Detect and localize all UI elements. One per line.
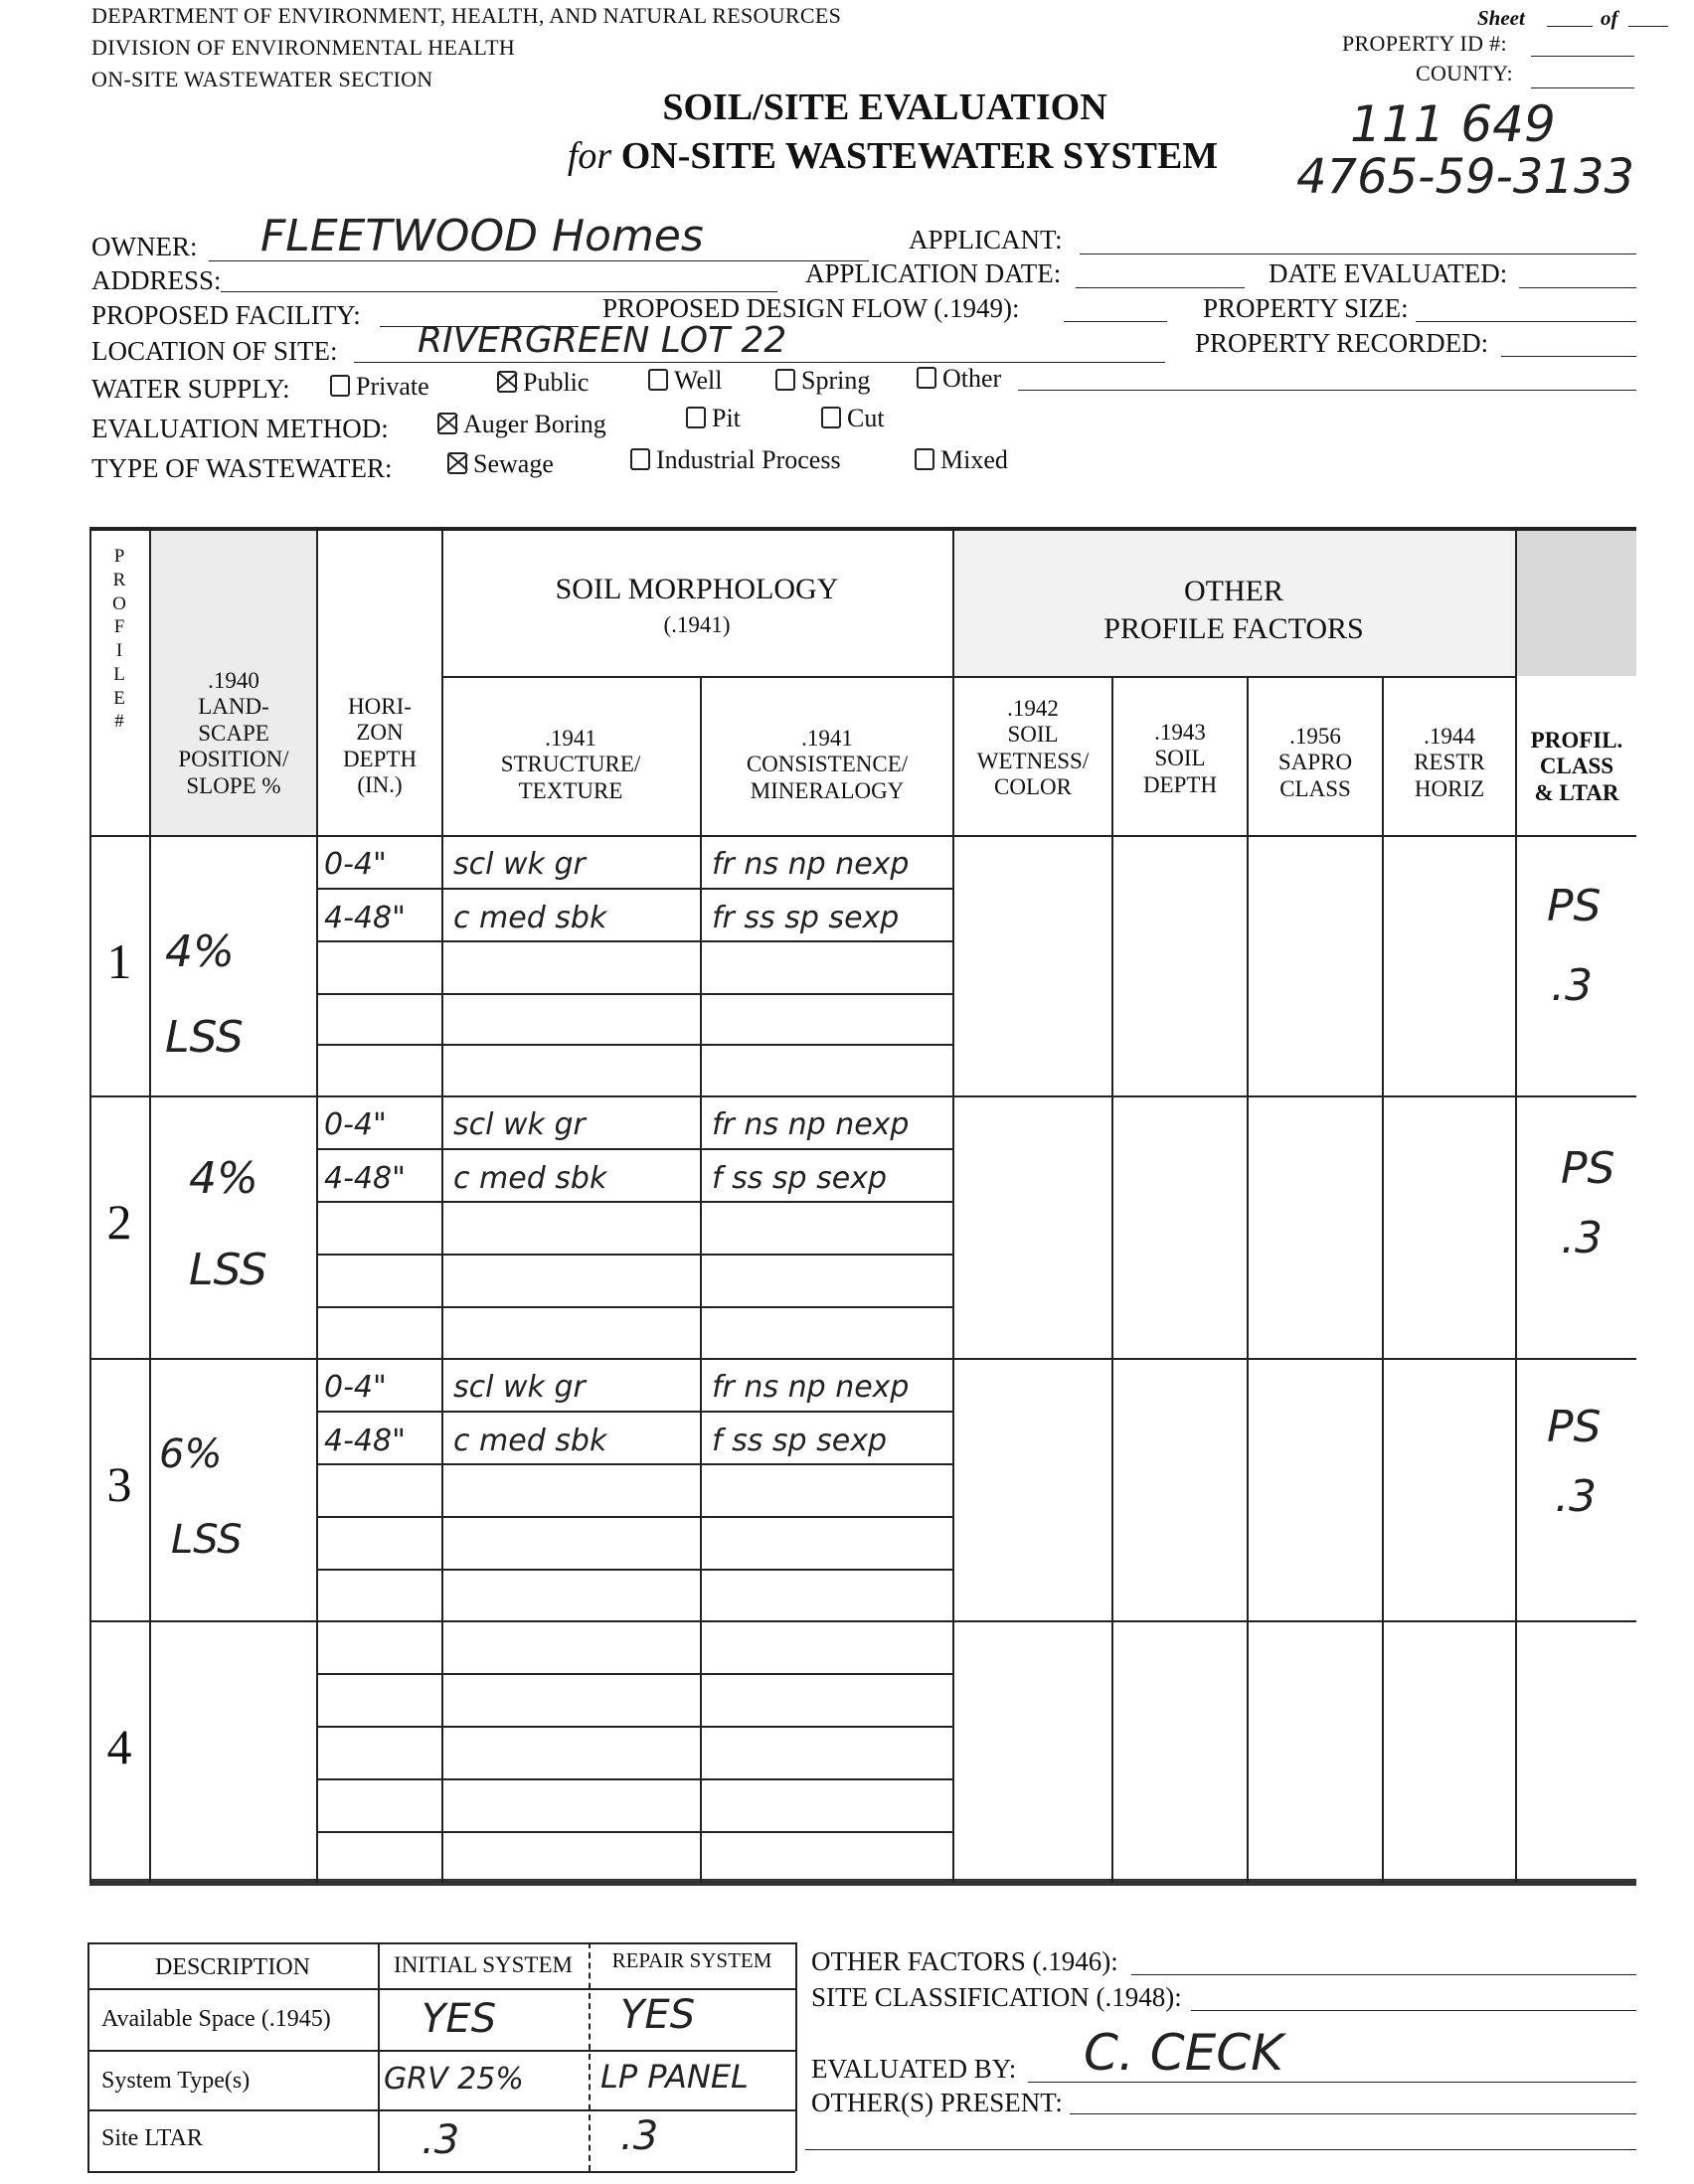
landscape-header: .1940 LAND- SCAPE POSITION/ SLOPE % (178, 668, 289, 798)
site-ltar-label: Site LTAR (101, 2125, 203, 2151)
others-present-label: OTHER(S) PRESENT: (811, 2088, 1063, 2117)
department-line: DEPARTMENT OF ENVIRONMENT, HEALTH, AND NATURAL RESOURCES (91, 3, 842, 28)
available-space-label: Available Space (.1945) (101, 2006, 331, 2032)
system-type-label: System Type(s) (101, 2068, 251, 2094)
profile-ltar-value[interactable]: .3 (1551, 960, 1593, 1011)
profile-number-header: P R O F I L E # (112, 546, 126, 733)
consistence-value[interactable]: fr ns np nexp (712, 1107, 910, 1142)
horizon-depth-value[interactable]: 4-48" (324, 1161, 406, 1196)
owner-value[interactable]: FLEETWOOD Homes (260, 211, 704, 261)
repair-system-header: REPAIR SYSTEM (611, 1948, 772, 1972)
division-line: DIVISION OF ENVIRONMENTAL HEALTH (91, 35, 516, 60)
ww-mixed-option[interactable]: Mixed (915, 445, 1008, 475)
landscape-value[interactable]: LSS (171, 1517, 243, 1563)
structure-value[interactable]: scl wk gr (453, 1370, 586, 1405)
spring-checkbox[interactable] (775, 369, 795, 391)
profile-number: 4 (106, 1719, 132, 1774)
other-profile-factors-title: OTHER PROFILE FACTORS (1103, 575, 1364, 645)
profile-number: 3 (106, 1456, 132, 1512)
soil-morphology-title: SOIL MORPHOLOGY (555, 573, 839, 605)
other-checkbox[interactable] (917, 367, 936, 389)
horizon-depth-value[interactable]: 0-4" (324, 1370, 387, 1405)
landscape-value[interactable]: LSS (189, 1245, 267, 1295)
evaluator-signature[interactable]: C. CECK (1084, 2024, 1283, 2082)
ww-sewage-option[interactable]: Sewage (447, 449, 554, 479)
title-for: for (567, 135, 612, 177)
horizon-depth-value[interactable]: 0-4" (324, 847, 387, 882)
evaluation-method-label: EVALUATION METHOD: (91, 414, 389, 443)
property-id-label: PROPERTY ID #: (1342, 31, 1507, 56)
profile-number: 1 (106, 933, 132, 989)
soil-depth-header: .1943 SOIL DEPTH (1142, 720, 1218, 797)
application-date-label: APPLICATION DATE: (805, 258, 1062, 288)
system-type-repair[interactable]: LP PANEL (600, 2058, 749, 2096)
pit-checkbox[interactable] (686, 407, 706, 428)
applicant-label: APPLICANT: (909, 225, 1063, 254)
water-public-option[interactable]: Public (497, 368, 589, 398)
wastewater-type-label: TYPE OF WASTEWATER: (91, 453, 393, 483)
evaluated-by-label: EVALUATED BY: (811, 2054, 1017, 2084)
slope-value[interactable]: 4% (165, 926, 235, 977)
horizon-depth-value[interactable]: 0-4" (324, 1107, 387, 1142)
consistence-value[interactable]: fr ss sp sexp (712, 901, 900, 935)
structure-value[interactable]: c med sbk (453, 1424, 607, 1458)
handwritten-pin: 4765-59-3133 (1296, 149, 1635, 205)
sapro-class-header: .1956 SAPRO CLASS (1277, 724, 1353, 801)
profile-class-header: PROFIL. CLASS & LTAR (1530, 728, 1623, 805)
profile-ltar-value[interactable]: .3 (1561, 1213, 1603, 1263)
consistence-value[interactable]: f ss sp sexp (712, 1161, 887, 1196)
structure-value[interactable]: c med sbk (453, 1161, 607, 1196)
slope-value[interactable]: 6% (159, 1431, 223, 1477)
site-ltar-repair[interactable]: .3 (620, 2113, 659, 2159)
date-evaluated-label: DATE EVALUATED: (1269, 258, 1508, 288)
profile-class-value[interactable]: PS (1561, 1143, 1615, 1194)
profile-class-value[interactable]: PS (1547, 881, 1602, 931)
restr-horiz-header: .1944 RESTR HORIZ (1414, 724, 1485, 801)
sewage-checkbox[interactable] (447, 452, 467, 474)
horizon-depth-value[interactable]: 4-48" (324, 901, 406, 935)
water-private-option[interactable]: Private (330, 372, 429, 402)
structure-texture-header: .1941 STRUCTURE/ TEXTURE (500, 726, 641, 803)
profile-number: 2 (106, 1194, 132, 1250)
structure-value[interactable]: scl wk gr (453, 847, 586, 882)
structure-value[interactable]: scl wk gr (453, 1107, 586, 1142)
slope-value[interactable]: 4% (189, 1153, 258, 1204)
horizon-depth-value[interactable]: 4-48" (324, 1424, 406, 1458)
address-label: ADDRESS: (91, 265, 222, 295)
private-checkbox[interactable] (330, 375, 350, 397)
location-value[interactable]: RIVERGREEN LOT 22 (418, 320, 787, 361)
form-subtitle: ON-SITE WASTEWATER SYSTEM (620, 135, 1219, 177)
handwritten-property-id: 111 649 (1350, 95, 1556, 153)
horizon-depth-header: HORI- ZON DEPTH (IN.) (342, 694, 418, 798)
consistence-header: .1941 CONSISTENCE/ MINERALOGY (746, 726, 909, 803)
available-space-initial[interactable]: YES (422, 1996, 497, 2042)
auger-checkbox[interactable] (437, 413, 457, 434)
profile-class-value[interactable]: PS (1547, 1402, 1602, 1452)
section-line: ON-SITE WASTEWATER SECTION (91, 67, 433, 91)
consistence-value[interactable]: fr ns np nexp (712, 1370, 910, 1405)
landscape-value[interactable]: LSS (165, 1012, 244, 1063)
owner-label: OWNER: (91, 232, 198, 261)
site-classification-label: SITE CLASSIFICATION (.1948): (811, 1982, 1182, 2012)
available-space-repair[interactable]: YES (620, 1992, 696, 2038)
sheet-label: Sheet (1477, 6, 1525, 30)
well-checkbox[interactable] (648, 369, 668, 391)
mixed-checkbox[interactable] (915, 448, 934, 470)
industrial-checkbox[interactable] (630, 448, 650, 470)
design-flow-label: PROPOSED DESIGN FLOW (.1949): (602, 293, 1020, 323)
county-label: COUNTY: (1416, 61, 1513, 85)
system-type-initial[interactable]: GRV 25% (384, 2062, 524, 2097)
ww-industrial-option[interactable]: Industrial Process (630, 445, 841, 475)
initial-system-header: INITIAL SYSTEM (394, 1952, 573, 1977)
description-header: DESCRIPTION (154, 1954, 310, 1980)
water-spring-option[interactable]: Spring (775, 366, 870, 396)
cut-checkbox[interactable] (821, 407, 841, 428)
structure-value[interactable]: c med sbk (453, 901, 607, 935)
proposed-facility-label: PROPOSED FACILITY: (91, 300, 361, 330)
form-title: SOIL/SITE EVALUATION (662, 86, 1107, 128)
profile-ltar-value[interactable]: .3 (1555, 1471, 1597, 1522)
eval-cut-option[interactable]: Cut (821, 404, 885, 433)
water-well-option[interactable]: Well (648, 366, 722, 396)
location-label: LOCATION OF SITE: (91, 336, 338, 366)
soil-wetness-header: .1942 SOIL WETNESS/ COLOR (976, 696, 1090, 800)
consistence-value[interactable]: fr ns np nexp (712, 847, 910, 882)
public-checkbox[interactable] (497, 371, 517, 393)
water-supply-label: WATER SUPPLY: (91, 374, 290, 404)
site-ltar-initial[interactable]: .3 (422, 2117, 460, 2163)
other-factors-label: OTHER FACTORS (.1946): (811, 1946, 1118, 1976)
of-label: of (1601, 6, 1618, 30)
eval-pit-option[interactable]: Pit (686, 404, 741, 433)
eval-auger-option[interactable]: Auger Boring (437, 410, 606, 439)
property-recorded-label: PROPERTY RECORDED: (1195, 328, 1489, 358)
consistence-value[interactable]: f ss sp sexp (712, 1424, 887, 1458)
property-size-label: PROPERTY SIZE: (1203, 293, 1409, 323)
soil-morphology-sub: (.1941) (663, 612, 731, 637)
water-other-option[interactable]: Other (917, 364, 1001, 394)
